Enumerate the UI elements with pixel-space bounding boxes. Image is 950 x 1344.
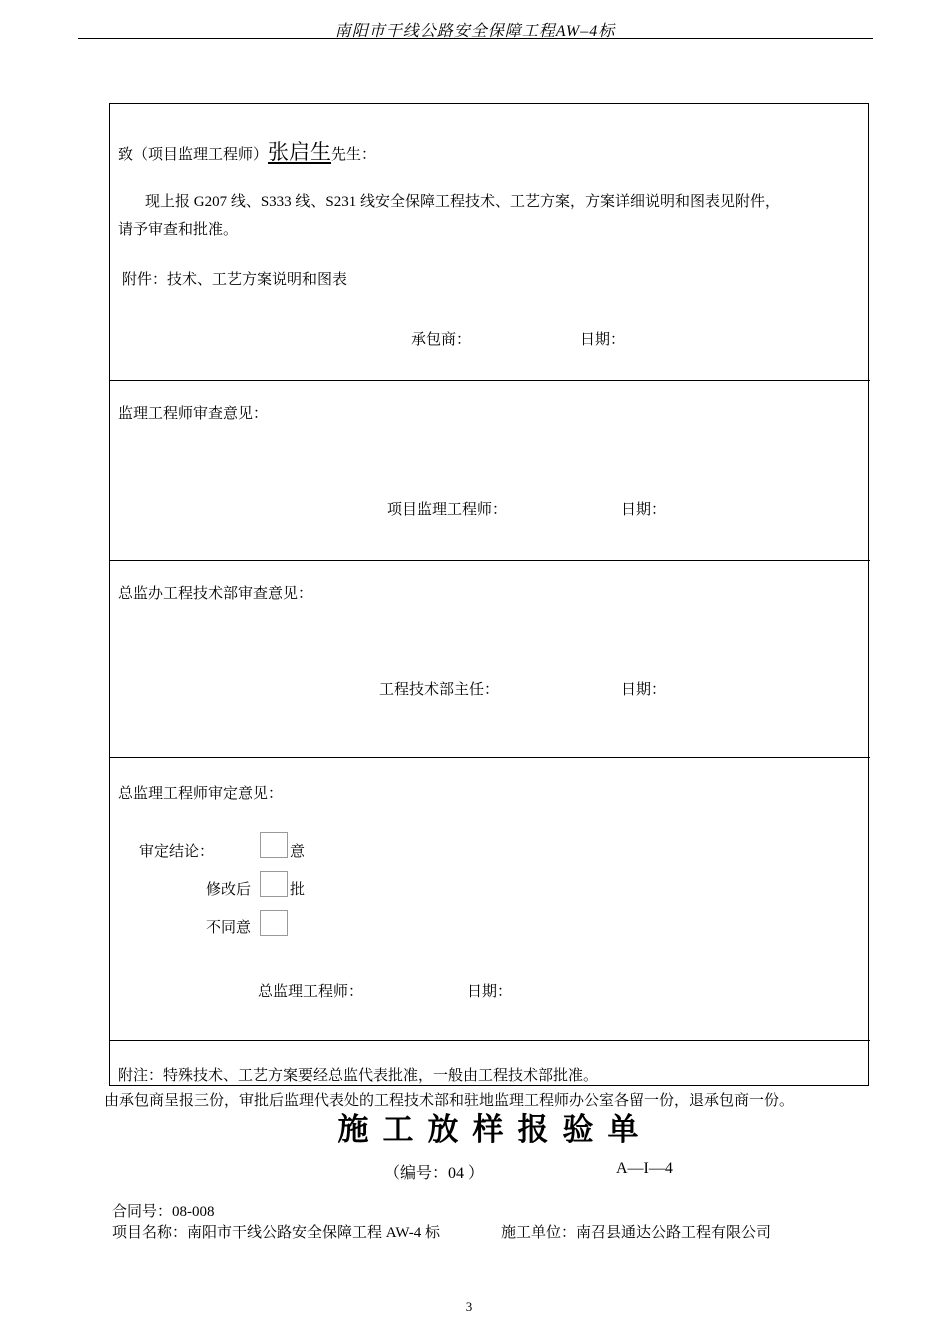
form-divider-2 xyxy=(109,560,870,561)
option-modify-prefix: 修改后 xyxy=(206,882,252,898)
form-number: （编号：04 ） xyxy=(384,1165,485,1182)
modify-approve-checkbox[interactable] xyxy=(260,871,288,897)
engineer-name: 张启生 xyxy=(268,140,332,164)
contractor-label: 承包商： xyxy=(411,332,472,348)
chief-supervisor-review-title: 总监理工程师审定意见： xyxy=(118,786,284,802)
form-divider-4 xyxy=(109,1040,870,1041)
section2-date-label: 日期： xyxy=(621,502,667,518)
form-code: A—I—4 xyxy=(616,1160,673,1177)
section1-date-label: 日期： xyxy=(580,332,626,348)
submission-distribution-note: 由承包商呈报三份，审批后监理代表处的工程技术部和驻地监理工程师办公室各留一份，退承包商一份。 xyxy=(104,1093,795,1109)
section4-date-label: 日期： xyxy=(467,984,513,1000)
tech-dept-review-title: 总监办工程技术部审查意见： xyxy=(118,586,314,602)
form-divider-1 xyxy=(109,380,870,381)
conclusion-label: 审定结论： xyxy=(139,844,215,860)
page-header-title: 南阳市干线公路安全保障工程AW–4标 xyxy=(334,23,616,40)
header-rule xyxy=(78,38,873,39)
form-divider-3 xyxy=(109,757,870,758)
project-supervisor-label: 项目监理工程师： xyxy=(387,502,508,518)
contract-number: 合同号：08-008 xyxy=(112,1204,215,1220)
addressee-prefix: 致（项目监理工程师） xyxy=(118,147,269,163)
form-note: 附注：特殊技术、工艺方案要经总监代表批准，一般由工程技术部批准。 xyxy=(118,1068,599,1084)
page-number: 3 xyxy=(465,1299,473,1314)
tech-dept-director-label: 工程技术部主任： xyxy=(379,682,500,698)
agree-checkbox[interactable] xyxy=(260,832,288,858)
supervisor-review-title: 监理工程师审查意见： xyxy=(118,406,269,422)
addressee-suffix: 先生： xyxy=(331,147,377,163)
chief-supervisor-label: 总监理工程师： xyxy=(258,984,364,1000)
stakeout-form-title: 施工放样报验单 xyxy=(337,1112,653,1147)
construction-unit: 施工单位：南召县通达公路工程有限公司 xyxy=(501,1225,772,1241)
section3-date-label: 日期： xyxy=(621,682,667,698)
option-disagree-label: 不同意 xyxy=(206,920,252,936)
option-agree-text: 意 xyxy=(290,844,306,860)
addressee-line xyxy=(118,136,376,166)
disagree-checkbox[interactable] xyxy=(260,910,288,936)
submission-body-line2: 请予审查和批准。 xyxy=(118,222,239,238)
submission-body-line1: 现上报 G207 线、S333 线、S231 线安全保障工程技术、工艺方案，方案详细说明和图表见附件， xyxy=(145,194,781,210)
project-name: 项目名称：南阳市干线公路安全保障工程 AW-4 标 xyxy=(112,1225,440,1241)
attachment-line: 附件：技术、工艺方案说明和图表 xyxy=(122,272,348,288)
option-modify-suffix: 批 xyxy=(290,882,306,898)
